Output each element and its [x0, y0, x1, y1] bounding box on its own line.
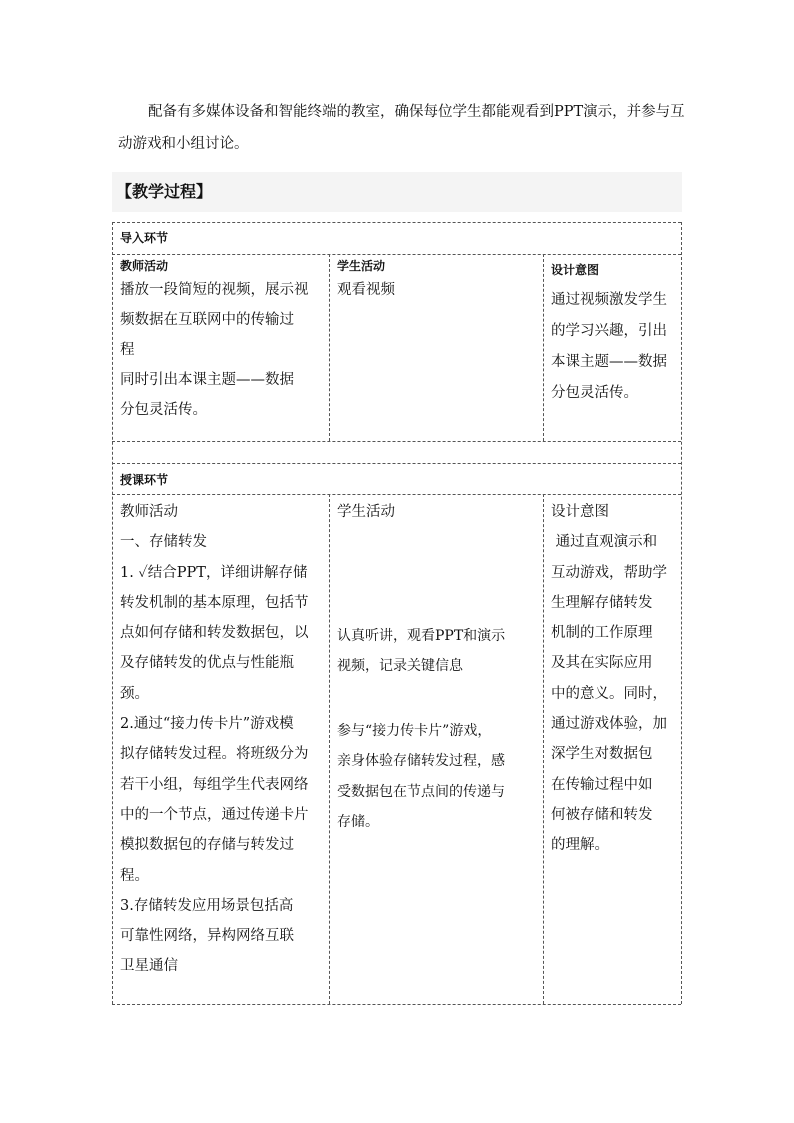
phase2-student-label: 学生活动: [337, 504, 395, 520]
table-column-rule: [329, 254, 330, 441]
text-line: 通过游戏体验，加: [551, 716, 667, 733]
phase2-design-cell: [551, 497, 679, 861]
text-line: 若干小组，每组学生代表网络: [120, 776, 309, 793]
phase2-design-label: 设计意图: [551, 504, 609, 520]
table-rule: [112, 463, 681, 464]
text-line: 程。: [120, 867, 149, 884]
text-line: 1. ✓结合PPT，详细讲解存储: [120, 564, 308, 581]
text-line: 分包灵活传。: [120, 402, 207, 418]
text-line: 存储。: [337, 813, 379, 830]
table-border-left: [112, 222, 113, 1004]
table-border-top: [112, 222, 681, 223]
text-line: 频数据在互联网中的传输过: [120, 312, 294, 328]
phase1-design-cell: [551, 261, 677, 409]
text-line: 拟存储转发过程。将班级分为: [120, 746, 309, 763]
phase1-teacher-cell: [120, 257, 326, 425]
text-line: 3.存储转发应用场景包括高: [120, 897, 294, 914]
text-line: 的学习兴趣，引出: [551, 323, 667, 339]
text-line: 通过直观演示和: [551, 534, 658, 551]
phase2-student-para2: [337, 716, 541, 837]
table-rule: [112, 494, 681, 495]
text-line: 机制的工作原理: [551, 625, 653, 642]
table-border-right: [681, 222, 682, 1004]
text-line: 观看视频: [337, 282, 395, 298]
text-line: 点如何存储和转发数据包，以: [120, 625, 309, 642]
phase1-design-label: 设计意图: [551, 263, 600, 277]
phase2-teacher-cell: [120, 497, 326, 982]
text-line: 生理解存储转发: [551, 594, 653, 611]
phase1-title: 导入环节: [120, 231, 169, 245]
phase2-student-label-cell: [337, 497, 539, 527]
text-line: 程: [120, 342, 135, 358]
table-border-bottom: [112, 1004, 681, 1005]
text-line: 颈。: [120, 685, 149, 702]
section-heading: 【教学过程】: [112, 172, 682, 212]
text-line: 播放一段简短的视频，展示视: [120, 282, 309, 298]
text-line: 亲身体验存储转发过程，感: [337, 753, 505, 770]
text-line: 中的意义。同时，: [551, 685, 667, 702]
text-line: 同时引出本课主题——数据: [120, 372, 294, 388]
text-line: 一、存储转发: [120, 534, 207, 551]
text-line: 参与“接力传卡片”游戏，: [337, 723, 492, 739]
text-line: 互动游戏，帮助学: [551, 564, 667, 581]
text-line: 何被存储和转发: [551, 806, 653, 823]
table-rule: [112, 441, 681, 442]
text-line: 卫星通信: [120, 958, 178, 975]
text-line: 视频，记录关键信息: [337, 658, 463, 675]
phase1-student-cell: [337, 257, 537, 305]
phase1-teacher-label: 教师活动: [120, 259, 169, 273]
phase2-student-para1: [337, 621, 541, 682]
text-line: 2.通过“接力传卡片”游戏模: [120, 716, 294, 733]
text-line: 中的一个节点，通过传递卡片: [120, 806, 309, 823]
text-line: 在传输过程中如: [551, 776, 653, 793]
text-line: 可靠性网络，异构网络互联: [120, 928, 294, 945]
intro-paragraph: 配备有多媒体设备和智能终端的教室，确保每位学生都能观看到PPT演示，并参与互动游戏和小组讨论。: [118, 104, 685, 152]
phase2-title: 授课环节: [120, 473, 169, 487]
table-column-rule: [329, 494, 330, 1004]
text-line: 受数据包在节点间的传递与: [337, 783, 505, 800]
table-column-rule: [543, 254, 544, 441]
phase1-student-label: 学生活动: [337, 259, 386, 273]
text-line: 通过视频激发学生: [551, 292, 667, 308]
text-line: 的理解。: [551, 837, 609, 854]
phase2-teacher-label: 教师活动: [120, 504, 178, 520]
table-rule: [112, 254, 681, 255]
text-line: 模拟数据包的存储与转发过: [120, 837, 294, 854]
text-line: 分包灵活传。: [551, 385, 638, 401]
text-line: 转发机制的基本原理，包括节: [120, 594, 309, 611]
text-line: 深学生对数据包: [551, 746, 653, 763]
text-line: 及其在实际应用: [551, 655, 653, 672]
text-line: 本课主题——数据: [551, 354, 667, 370]
text-line: 认真听讲，观看PPT和演示: [337, 628, 506, 644]
text-line: 及存储转发的优点与性能瓶: [120, 655, 294, 672]
table-column-rule: [543, 494, 544, 1004]
